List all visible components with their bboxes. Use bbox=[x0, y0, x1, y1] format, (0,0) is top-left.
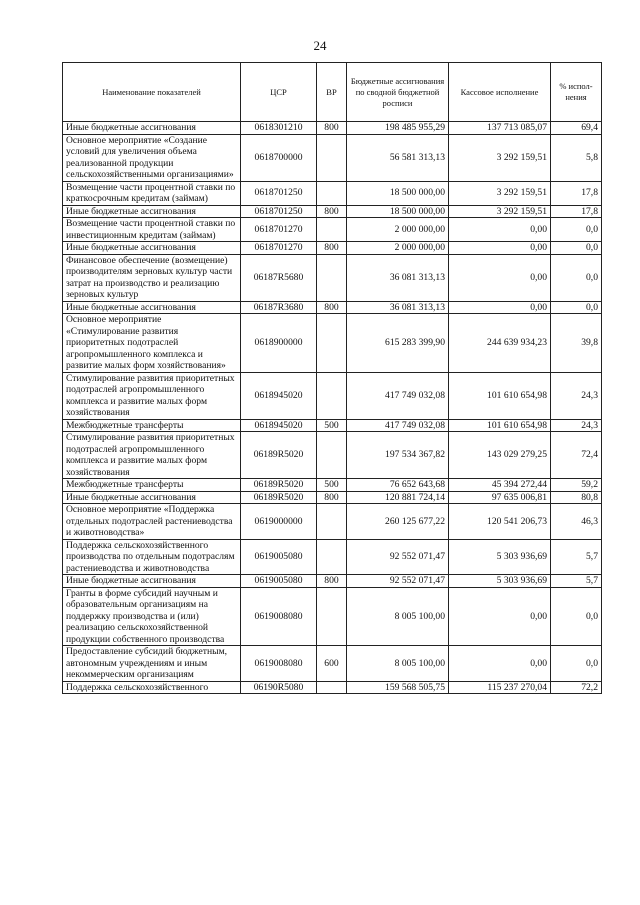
cash-execution-amount: 0,00 bbox=[449, 254, 551, 301]
csr-code: 0618700000 bbox=[241, 134, 317, 181]
indicator-name: Иные бюджетные ассигнования bbox=[63, 301, 241, 314]
cash-execution-amount: 244 639 934,23 bbox=[449, 314, 551, 373]
indicator-name: Возмещение части процентной ставки по краткосрочным кредитам (займам) bbox=[63, 181, 241, 205]
cash-execution-amount: 137 713 085,07 bbox=[449, 122, 551, 135]
cash-execution-amount: 115 237 270,04 bbox=[449, 681, 551, 694]
table-row bbox=[63, 301, 602, 314]
csr-code: 0618701270 bbox=[241, 242, 317, 255]
vr-code bbox=[317, 218, 347, 242]
allocation-amount: 260 125 677,22 bbox=[347, 504, 449, 540]
allocation-amount: 36 081 313,13 bbox=[347, 254, 449, 301]
indicator-name: Стимулирование развития приоритетных подотраслей агропромышленного комплекса и развитие малых форм хозяйствования bbox=[63, 372, 241, 419]
allocation-amount: 2 000 000,00 bbox=[347, 242, 449, 255]
cash-execution-amount: 3 292 159,51 bbox=[449, 134, 551, 181]
csr-code: 06189R5020 bbox=[241, 479, 317, 492]
allocation-amount: 417 749 032,08 bbox=[347, 419, 449, 432]
indicator-name: Иные бюджетные ассигнования bbox=[63, 491, 241, 504]
execution-percent: 0,0 bbox=[551, 218, 602, 242]
allocation-amount: 8 005 100,00 bbox=[347, 646, 449, 682]
vr-code bbox=[317, 181, 347, 205]
table-row bbox=[63, 646, 602, 682]
vr-code bbox=[317, 587, 347, 646]
indicator-name: Основное мероприятие «Создание условий для увеличения объема реализованной продукции сельскохозяйственными организациями» bbox=[63, 134, 241, 181]
table-row bbox=[63, 491, 602, 504]
indicator-name: Стимулирование развития приоритетных подотраслей агропромышленного комплекса и развитие малых форм хозяйствования bbox=[63, 432, 241, 479]
table-row bbox=[63, 181, 602, 205]
indicator-name: Финансовое обеспечение (возмещение) производителям зерновых культур части затрат на производство и реализацию зерновых культур bbox=[63, 254, 241, 301]
indicator-name: Возмещение части процентной ставки по инвестиционным кредитам (займам) bbox=[63, 218, 241, 242]
indicator-name: Межбюджетные трансферты bbox=[63, 419, 241, 432]
csr-code: 0618301210 bbox=[241, 122, 317, 135]
csr-code: 0619005080 bbox=[241, 575, 317, 588]
execution-percent: 0,0 bbox=[551, 254, 602, 301]
vr-code: 800 bbox=[317, 301, 347, 314]
execution-percent: 39,8 bbox=[551, 314, 602, 373]
csr-code: 0619000000 bbox=[241, 504, 317, 540]
execution-percent: 0,0 bbox=[551, 242, 602, 255]
table-row bbox=[63, 372, 602, 419]
execution-percent: 5,8 bbox=[551, 134, 602, 181]
execution-percent: 17,8 bbox=[551, 205, 602, 218]
csr-code: 06189R5020 bbox=[241, 491, 317, 504]
csr-code: 0619008080 bbox=[241, 587, 317, 646]
vr-code: 800 bbox=[317, 205, 347, 218]
cash-execution-amount: 101 610 654,98 bbox=[449, 419, 551, 432]
allocation-amount: 36 081 313,13 bbox=[347, 301, 449, 314]
execution-percent: 5,7 bbox=[551, 539, 602, 575]
table-row bbox=[63, 218, 602, 242]
table-body bbox=[63, 122, 602, 694]
table-row bbox=[63, 122, 602, 135]
execution-percent: 24,3 bbox=[551, 419, 602, 432]
table-row bbox=[63, 254, 602, 301]
indicator-name: Основное мероприятие «Стимулирование развития приоритетных подотраслей агропромышленного комплекса и развитие малых форм хозяйствования» bbox=[63, 314, 241, 373]
csr-code: 06187R3680 bbox=[241, 301, 317, 314]
table-row bbox=[63, 575, 602, 588]
table-row bbox=[63, 479, 602, 492]
table-row bbox=[63, 504, 602, 540]
cash-execution-amount: 120 541 206,73 bbox=[449, 504, 551, 540]
allocation-amount: 417 749 032,08 bbox=[347, 372, 449, 419]
allocation-amount: 56 581 313,13 bbox=[347, 134, 449, 181]
cash-execution-amount: 0,00 bbox=[449, 646, 551, 682]
table-row bbox=[63, 432, 602, 479]
allocation-amount: 92 552 071,47 bbox=[347, 539, 449, 575]
csr-code: 06189R5020 bbox=[241, 432, 317, 479]
csr-code: 0618701250 bbox=[241, 205, 317, 218]
indicator-name: Предоставление субсидий бюджетным, автономным учреждениям и иным некоммерческим организациям bbox=[63, 646, 241, 682]
execution-percent: 80,8 bbox=[551, 491, 602, 504]
csr-code: 0618945020 bbox=[241, 372, 317, 419]
vr-code bbox=[317, 314, 347, 373]
cash-execution-amount: 0,00 bbox=[449, 242, 551, 255]
header-name: Наименование показателей bbox=[63, 63, 241, 122]
cash-execution-amount: 101 610 654,98 bbox=[449, 372, 551, 419]
vr-code: 800 bbox=[317, 491, 347, 504]
execution-percent: 72,4 bbox=[551, 432, 602, 479]
indicator-name: Иные бюджетные ассигнования bbox=[63, 122, 241, 135]
execution-percent: 24,3 bbox=[551, 372, 602, 419]
csr-code: 0618701250 bbox=[241, 181, 317, 205]
vr-code bbox=[317, 254, 347, 301]
header-csr: ЦСР bbox=[241, 63, 317, 122]
vr-code bbox=[317, 372, 347, 419]
table-row bbox=[63, 205, 602, 218]
vr-code bbox=[317, 681, 347, 694]
cash-execution-amount: 97 635 006,81 bbox=[449, 491, 551, 504]
budget-execution-table bbox=[62, 62, 602, 694]
execution-percent: 5,7 bbox=[551, 575, 602, 588]
execution-percent: 0,0 bbox=[551, 587, 602, 646]
execution-percent: 46,3 bbox=[551, 504, 602, 540]
table-row bbox=[63, 681, 602, 694]
page-number: 24 bbox=[313, 38, 327, 53]
table-row bbox=[63, 242, 602, 255]
table-row bbox=[63, 419, 602, 432]
vr-code: 600 bbox=[317, 646, 347, 682]
execution-percent: 59,2 bbox=[551, 479, 602, 492]
csr-code: 06190R5080 bbox=[241, 681, 317, 694]
cash-execution-amount: 143 029 279,25 bbox=[449, 432, 551, 479]
vr-code: 500 bbox=[317, 419, 347, 432]
cash-execution-amount: 0,00 bbox=[449, 301, 551, 314]
table-header-row bbox=[63, 63, 602, 122]
vr-code bbox=[317, 504, 347, 540]
header-vr: ВР bbox=[317, 63, 347, 122]
allocation-amount: 120 881 724,14 bbox=[347, 491, 449, 504]
execution-percent: 69,4 bbox=[551, 122, 602, 135]
header-allocations: Бюджетные ассигнования по сводной бюджетной росписи bbox=[347, 63, 449, 122]
indicator-name: Поддержка сельскохозяйственного bbox=[63, 681, 241, 694]
cash-execution-amount: 5 303 936,69 bbox=[449, 539, 551, 575]
execution-percent: 0,0 bbox=[551, 301, 602, 314]
csr-code: 0618900000 bbox=[241, 314, 317, 373]
allocation-amount: 615 283 399,90 bbox=[347, 314, 449, 373]
indicator-name: Поддержка сельскохозяйственного производства по отдельным подотраслям растениеводства и животноводства bbox=[63, 539, 241, 575]
cash-execution-amount: 3 292 159,51 bbox=[449, 181, 551, 205]
allocation-amount: 2 000 000,00 bbox=[347, 218, 449, 242]
csr-code: 0618701270 bbox=[241, 218, 317, 242]
csr-code: 0618945020 bbox=[241, 419, 317, 432]
cash-execution-amount: 5 303 936,69 bbox=[449, 575, 551, 588]
csr-code: 06187R5680 bbox=[241, 254, 317, 301]
allocation-amount: 76 652 643,68 bbox=[347, 479, 449, 492]
execution-percent: 17,8 bbox=[551, 181, 602, 205]
allocation-amount: 18 500 000,00 bbox=[347, 181, 449, 205]
csr-code: 0619008080 bbox=[241, 646, 317, 682]
table-row bbox=[63, 587, 602, 646]
allocation-amount: 197 534 367,82 bbox=[347, 432, 449, 479]
indicator-name: Иные бюджетные ассигнования bbox=[63, 575, 241, 588]
indicator-name: Основное мероприятие «Поддержка отдельных подотраслей растениеводства и животноводства» bbox=[63, 504, 241, 540]
indicator-name: Гранты в форме субсидий научным и образовательным организациям на поддержку производства и (или) реализацию сельскохозяйственной продукции собственного производства bbox=[63, 587, 241, 646]
execution-percent: 72,2 bbox=[551, 681, 602, 694]
vr-code: 800 bbox=[317, 122, 347, 135]
cash-execution-amount: 0,00 bbox=[449, 218, 551, 242]
vr-code: 500 bbox=[317, 479, 347, 492]
header-execution-percent: % испол-нения bbox=[551, 63, 602, 122]
allocation-amount: 159 568 505,75 bbox=[347, 681, 449, 694]
allocation-amount: 8 005 100,00 bbox=[347, 587, 449, 646]
table-row bbox=[63, 134, 602, 181]
header-cash-execution: Кассовое исполнение bbox=[449, 63, 551, 122]
vr-code: 800 bbox=[317, 575, 347, 588]
vr-code bbox=[317, 432, 347, 479]
cash-execution-amount: 0,00 bbox=[449, 587, 551, 646]
execution-percent: 0,0 bbox=[551, 646, 602, 682]
cash-execution-amount: 45 394 272,44 bbox=[449, 479, 551, 492]
table-row bbox=[63, 539, 602, 575]
allocation-amount: 198 485 955,29 bbox=[347, 122, 449, 135]
table-row bbox=[63, 314, 602, 373]
indicator-name: Иные бюджетные ассигнования bbox=[63, 205, 241, 218]
vr-code bbox=[317, 539, 347, 575]
vr-code: 800 bbox=[317, 242, 347, 255]
vr-code bbox=[317, 134, 347, 181]
cash-execution-amount: 3 292 159,51 bbox=[449, 205, 551, 218]
csr-code: 0619005080 bbox=[241, 539, 317, 575]
indicator-name: Межбюджетные трансферты bbox=[63, 479, 241, 492]
allocation-amount: 92 552 071,47 bbox=[347, 575, 449, 588]
indicator-name: Иные бюджетные ассигнования bbox=[63, 242, 241, 255]
allocation-amount: 18 500 000,00 bbox=[347, 205, 449, 218]
